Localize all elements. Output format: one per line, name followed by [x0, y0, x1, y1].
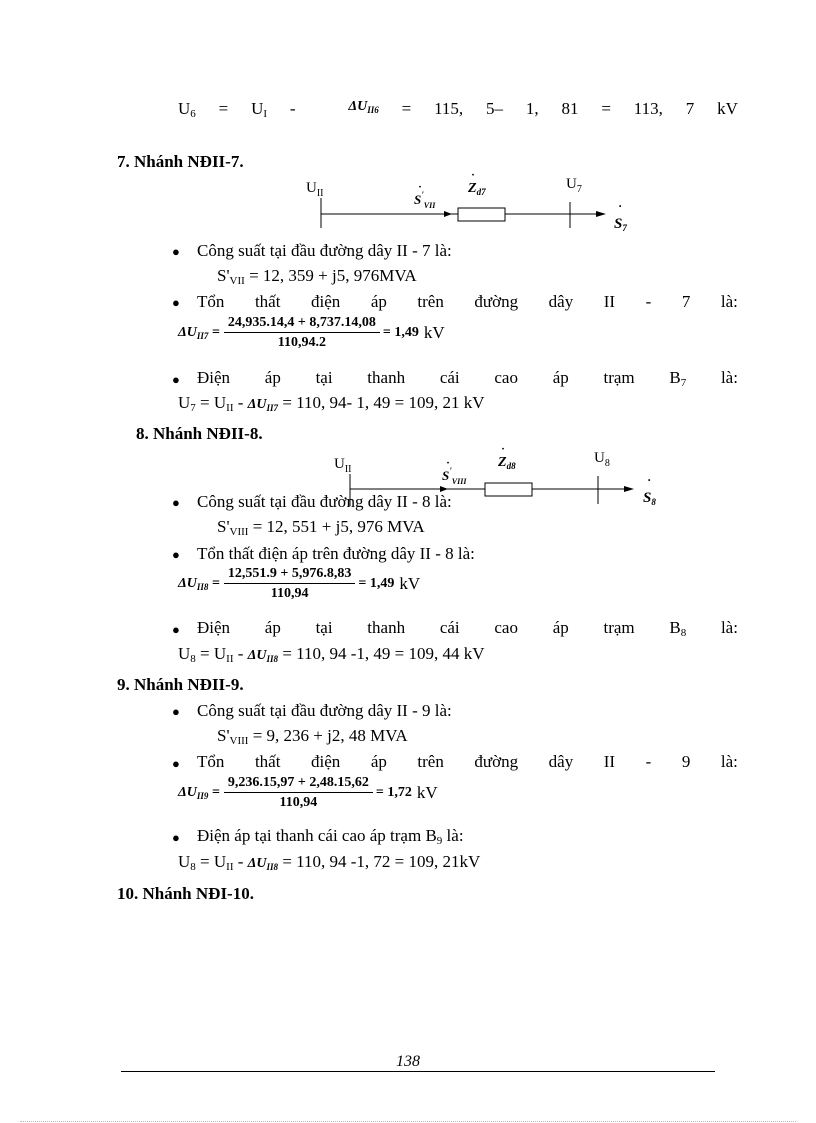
- section-8-heading: 8. Nhánh NĐII-8.: [136, 424, 263, 443]
- s8-fraction: $\Delta U_{II8}$ = $\frac{12,551.9 + 5,976.8,83}{110,94}$ = 1,49 kV: [178, 566, 421, 601]
- z-dot: ˙: [501, 445, 505, 459]
- s-mid-dot: ˙: [418, 183, 422, 197]
- bullet-icon: ●: [172, 547, 180, 562]
- bullet-icon: ●: [172, 295, 180, 310]
- z-label: $Z_{d7}$: [468, 181, 486, 197]
- u-left-label: $U_{II}$: [306, 180, 324, 199]
- s7-bus-voltage-text: Điện áp tại thanh cái cao áp trạm $B_7$ là:: [197, 368, 738, 389]
- section-7-heading: 7. Nhánh NĐII-7.: [117, 152, 244, 171]
- impedance-box: [485, 483, 532, 496]
- s7-u7-equation: $U_7 = U_{II} - \Delta U_{II7} = 110$, 94- 1, 49 = 109, 21 kV: [178, 393, 485, 414]
- s-end-label: $S_8$: [643, 490, 656, 507]
- page-edge-divider: [20, 1121, 796, 1122]
- u-left-label: $U_{II}$: [334, 456, 352, 475]
- bullet-icon: ●: [172, 704, 180, 719]
- z-dot: ˙: [471, 171, 475, 185]
- s7-power-formula: $S'_{VII} = 12$, 359 + j5, 976MVA: [217, 266, 417, 287]
- delta-u-symbol: $\Delta U_{II6}$: [348, 99, 379, 115]
- bullet-icon: ●: [172, 495, 180, 510]
- s-end-label: $S_7$: [614, 216, 627, 232]
- s8-bus-voltage-text: Điện áp tại thanh cái cao áp trạm $B_8$ là:: [197, 618, 738, 639]
- bullet-icon: ●: [172, 244, 180, 259]
- s9-power-formula: $S'_{VIII} = 9$, 236 + j2, 48 MVA: [217, 726, 408, 747]
- bullet-icon: ●: [172, 756, 180, 771]
- flow-arrow: [444, 211, 452, 217]
- section-9-heading: 9. Nhánh NĐII-9.: [117, 675, 244, 694]
- footer-divider: [121, 1071, 715, 1072]
- s-mid-label: $S'_{VIII}$: [442, 466, 467, 486]
- u6-equation: $U_6$ = $U_I$ - $\Delta U_{II6}$ = 115, 5– 1, 81 = 113, 7 kV: [178, 99, 738, 120]
- u-right-label: $U_8$: [594, 450, 610, 469]
- bullet-icon: ●: [172, 622, 180, 637]
- line-diagram-7: [300, 170, 640, 232]
- end-arrow: [596, 211, 606, 217]
- s9-u8-equation: $U_8 = U_{II} - \Delta U_{II8} = 110$, 94 -1, 72 = 109, 21kV: [178, 852, 481, 873]
- s9-power-text: Công suất tại đầu đường dây II - 9 là:: [197, 701, 452, 720]
- s-mid-dot: ˙: [446, 459, 450, 473]
- s8-voltage-loss-text: Tổn thất điện áp trên đường dây II - 8 là:: [197, 544, 475, 563]
- section-10-heading: 10. Nhánh NĐI-10.: [117, 884, 254, 903]
- s9-fraction: $\Delta U_{II9}$ = $\frac{9,236.15,97 + 2,48.15,62}{110,94}$ = 1,72 kV: [178, 775, 438, 810]
- end-arrow: [624, 486, 634, 492]
- bullet-icon: ●: [172, 830, 180, 845]
- s8-power-formula: $S'_{VIII} = 12$, 551 + j5, 976 MVA: [217, 517, 425, 538]
- s-end-dot: ˙: [647, 476, 652, 491]
- s9-bus-voltage-text: Điện áp tại thanh cái cao áp trạm $B_9$ là:: [197, 826, 464, 847]
- s-end-dot: ˙: [618, 202, 623, 217]
- impedance-box: [458, 208, 505, 221]
- u-right-label: $U_7$: [566, 176, 582, 195]
- s7-power-text: Công suất tại đầu đường dây II - 7 là:: [197, 241, 452, 260]
- s8-u8-equation: $U_8 = U_{II} - \Delta U_{II8} = 110$, 94 -1, 49 = 109, 44 kV: [178, 644, 485, 665]
- s9-voltage-loss-text: Tổn thất điện áp trên đường dây II - 9 là:: [197, 752, 738, 771]
- z-label: $Z_{d8}$: [498, 455, 516, 471]
- s7-fraction: $\Delta U_{II7}$ = $\frac{24,935.14,4 + 8,737.14,08}{110,94.2}$ = 1,49 kV: [178, 315, 445, 350]
- s-mid-label: $S'_{VII}$: [414, 190, 436, 210]
- bullet-icon: ●: [172, 372, 180, 387]
- s7-voltage-loss-text: Tổn thất điện áp trên đường dây II - 7 là:: [197, 292, 738, 311]
- page-number: 138: [396, 1053, 420, 1070]
- s8-power-text: Công suất tại đầu đường dây II - 8 là:: [197, 492, 452, 511]
